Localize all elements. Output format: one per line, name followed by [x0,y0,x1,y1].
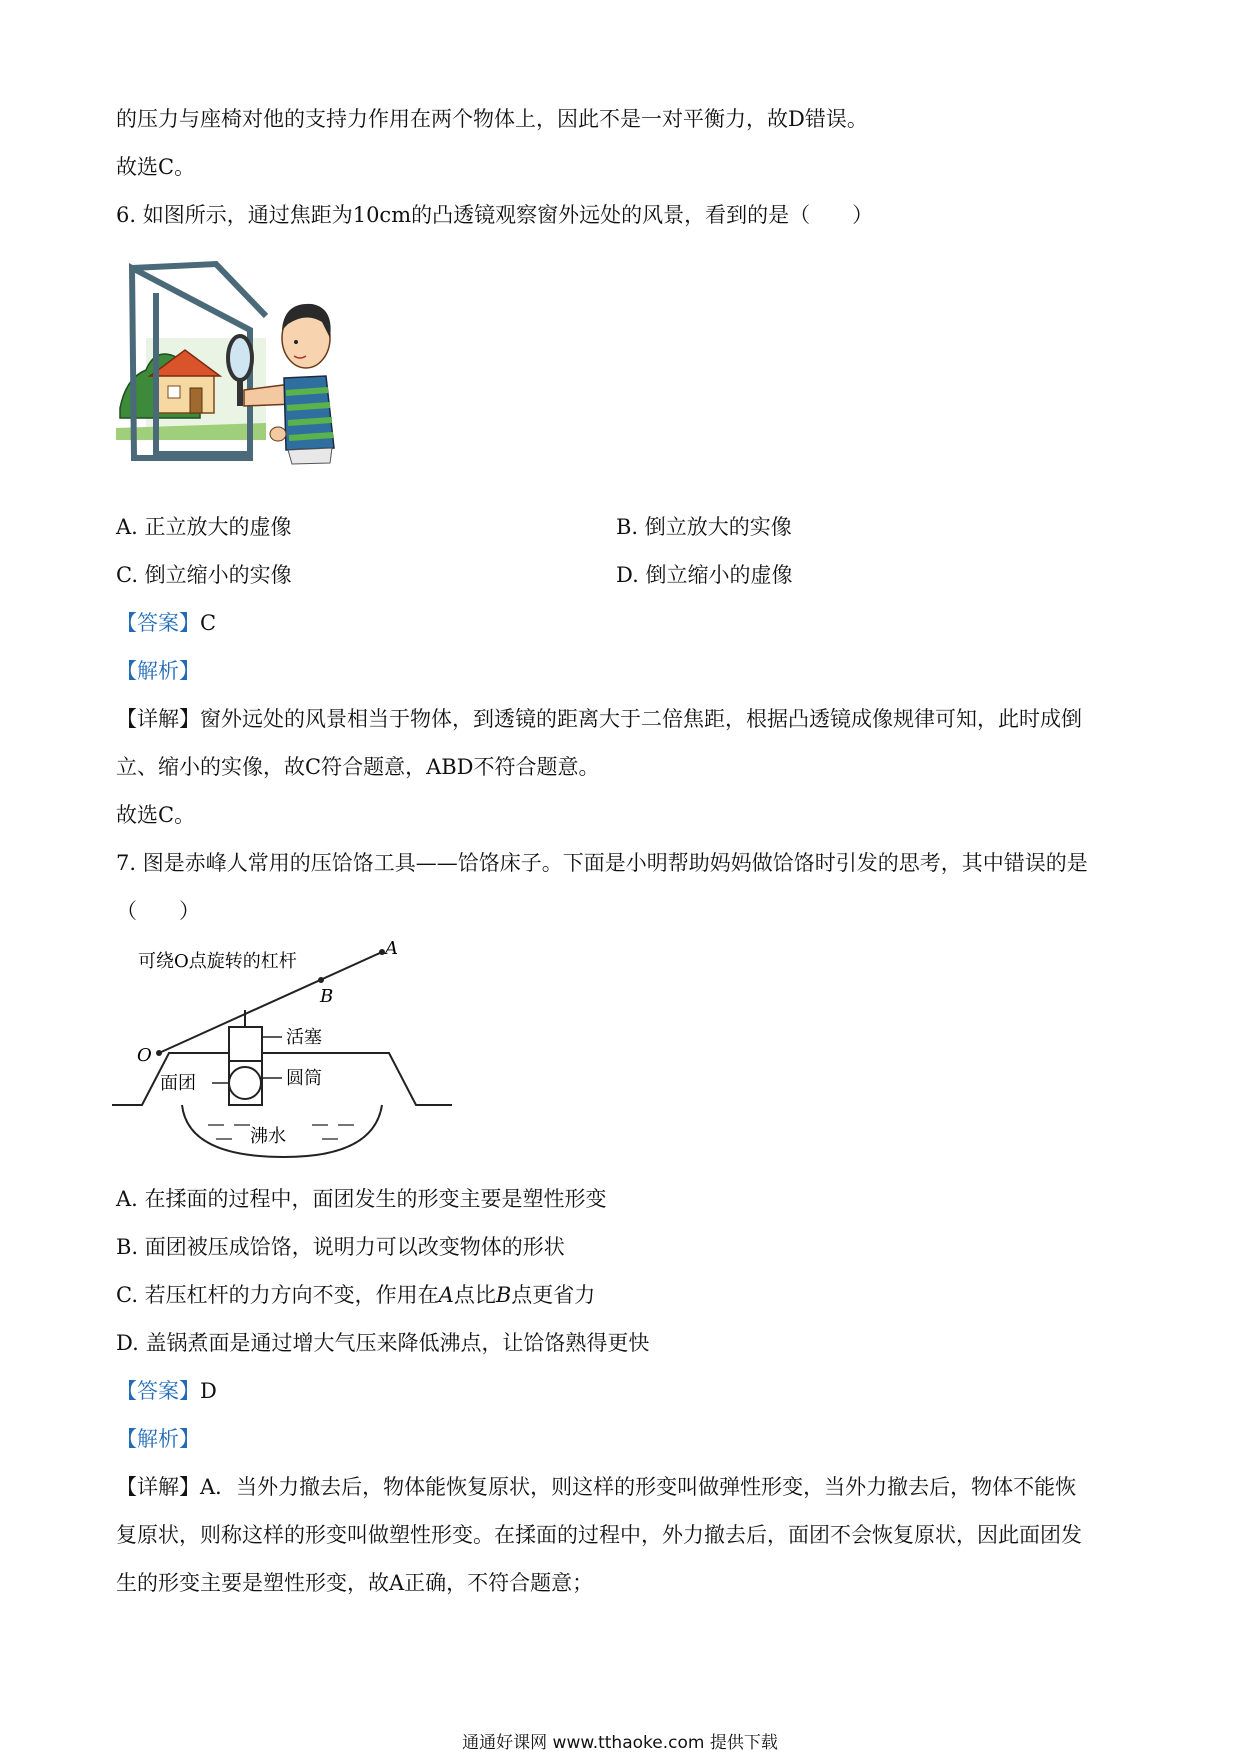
option-b: B. 倒立放大的实像 [616,515,792,539]
detail-tag: 【详解】 [116,1475,200,1499]
label-piston: 活塞 [286,1027,322,1048]
option-c [116,1280,595,1310]
detail-7-line1 [116,1472,1076,1502]
label-dough: 面团 [160,1073,196,1094]
option-d: D. 盖锅煮面是通过增大气压来降低沸点，让饸饹熟得更快 [116,1331,650,1355]
detail-text: A．当外力撤去后，物体能恢复原状，则这样的形变叫做弹性形变，当外力撤去后，物体不能恢 [200,1475,1077,1499]
label-b: B [320,986,334,1007]
detail-tag: 【详解】 [116,707,200,731]
analysis-6 [116,656,200,686]
answer-6 [116,608,216,638]
option-b: B. 面团被压成饸饹，说明力可以改变物体的形状 [116,1235,565,1259]
illustration-boy-magnifier [116,258,376,468]
answer-tag: 【答案】 [116,1379,200,1403]
label-lever: 可绕O点旋转的杠杆 [138,951,297,972]
page-footer: 通通好课网 www.tthaoke.com 提供下载 [462,1733,778,1753]
option-c: C. 倒立缩小的实像 [116,563,292,587]
detail-7-line3: 生的形变主要是塑性形变，故A正确，不符合题意； [116,1571,594,1595]
option-c-point-a: A [438,1283,454,1307]
analysis-tag: 【解析】 [116,1427,200,1451]
analysis-7 [116,1424,200,1454]
label-o: O [137,1045,152,1066]
text-line: 故选C。 [116,155,196,179]
option-a: A. 正立放大的虚像 [116,515,292,539]
question-7-bracket: （ ） [116,899,200,923]
analysis-tag: 【解析】 [116,659,200,683]
label-water: 沸水 [250,1126,286,1147]
answer-value: D [200,1379,217,1403]
detail-text: 窗外远处的风景相当于物体，到透镜的距离大于二倍焦距，根据凸透镜成像规律可知，此时成倒 [200,707,1082,731]
option-c-text: 点比 [453,1283,496,1307]
lever-diagram [112,935,462,1160]
answer-7 [116,1376,217,1406]
option-c-text: C. 若压杠杆的力方向不变，作用在 [116,1283,439,1307]
answer-tag: 【答案】 [116,611,200,635]
option-c-text: 点更省力 [511,1283,596,1307]
option-d: D. 倒立缩小的虚像 [616,563,793,587]
detail-7-line2: 复原状，则称这样的形变叫做塑性形变。在揉面的过程中，外力撤去后，面团不会恢复原状，因此面团发 [116,1523,1082,1547]
text-line: 的压力与座椅对他的支持力作用在两个物体上，因此不是一对平衡力，故D错误。 [116,107,868,131]
answer-value: C [200,611,217,635]
option-c-point-b: B [495,1283,512,1307]
question-7: 7. 图是赤峰人常用的压饸饹工具——饸饹床子。下面是小明帮助妈妈做饸饹时引发的思考，其中错误的是 [116,851,1088,875]
detail-6-line2: 立、缩小的实像，故C符合题意，ABD不符合题意。 [116,755,600,779]
question-6: 6. 如图所示，通过焦距为10cm的凸透镜观察窗外远处的风景，看到的是（ ） [116,203,874,227]
label-a: A [385,938,398,959]
select-6: 故选C。 [116,803,196,827]
option-a: A. 在揉面的过程中，面团发生的形变主要是塑性形变 [116,1187,607,1211]
detail-6-line1 [116,704,1082,734]
label-cylinder: 圆筒 [286,1068,322,1089]
